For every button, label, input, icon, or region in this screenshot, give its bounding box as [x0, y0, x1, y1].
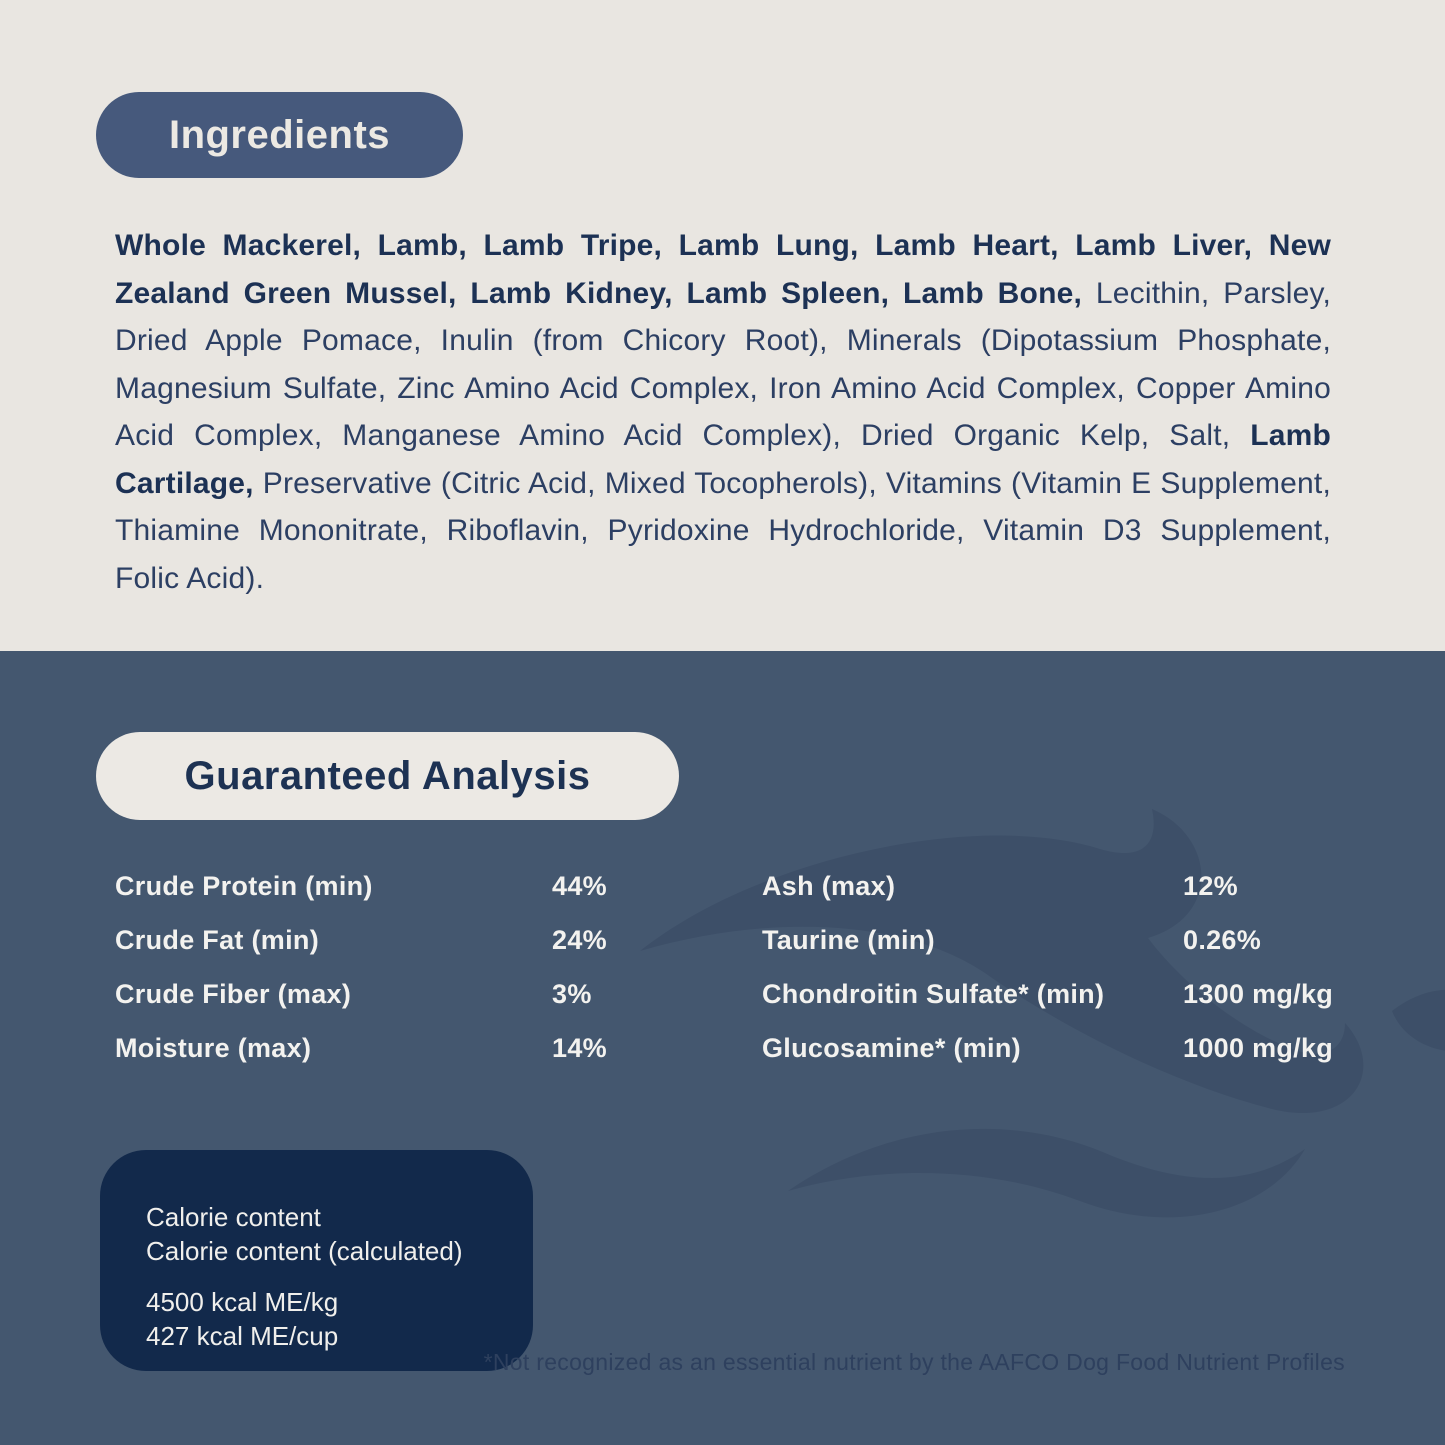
ingredients-paragraph: [115, 222, 1331, 602]
guaranteed-analysis-heading: Guaranteed Analysis: [184, 753, 591, 798]
ingredients-bold-cartilage: Lamb Cartilage,: [115, 419, 1331, 500]
calorie-content-title: Calorie content: [146, 1202, 321, 1232]
analysis-row-crude-fat: [115, 913, 675, 967]
analysis-value: 0.26%: [1183, 924, 1262, 955]
ingredients-bold-lead: Whole Mackerel, Lamb, Lamb Tripe, Lamb Lung, Lamb Heart, Lamb Liver, New Zealand Green Mussel, Lamb Kidney, Lamb Spleen, Lamb Bone,: [115, 229, 1331, 310]
analysis-row-crude-protein: [115, 859, 675, 913]
analysis-label: Moisture (max): [115, 1032, 312, 1063]
analysis-row-crude-fiber: [115, 967, 675, 1021]
ingredients-heading: Ingredients: [168, 112, 391, 157]
calorie-spacer: [146, 1268, 533, 1285]
analysis-row-taurine: [762, 913, 1382, 967]
analysis-label: Chondroitin Sulfate* (min): [762, 978, 1105, 1009]
calorie-kcal-per-cup: 427 kcal ME/cup: [146, 1321, 339, 1351]
analysis-value: 3%: [552, 978, 592, 1009]
analysis-label: Ash (max): [762, 870, 896, 901]
guaranteed-analysis-heading-pill: [96, 732, 679, 820]
analysis-row-moisture: [115, 1021, 675, 1075]
analysis-column-right: [762, 859, 1382, 1075]
guaranteed-analysis-section: [0, 651, 1445, 1445]
analysis-row-glucosamine: [762, 1021, 1382, 1075]
ingredients-regular-end: Preservative (Citric Acid, Mixed Tocopherols), Vitamins (Vitamin E Supplement, Thiamine Mononitrate, Riboflavin, Pyridoxine Hydrochloride, Vitamin D3 Supplement, Folic Acid).: [115, 466, 1331, 595]
analysis-label: Taurine (min): [762, 924, 935, 955]
aafco-footnote: *Not recognized as an essential nutrient by the AAFCO Dog Food Nutrient Profiles: [483, 1349, 1345, 1375]
calorie-content-subtitle: Calorie content (calculated): [146, 1236, 463, 1266]
analysis-row-ash: [762, 859, 1382, 913]
analysis-label: Crude Fat (min): [115, 924, 319, 955]
analysis-row-chondroitin: [762, 967, 1382, 1021]
ingredients-section: [0, 0, 1445, 651]
wave-edge-fragment: [1392, 990, 1445, 1052]
analysis-value: 12%: [1183, 870, 1238, 901]
analysis-value: 44%: [552, 870, 607, 901]
wave-s-curve: [788, 1129, 1305, 1217]
analysis-label: Crude Fiber (max): [115, 978, 352, 1009]
analysis-value: 24%: [552, 924, 607, 955]
analysis-column-left: [115, 859, 675, 1075]
analysis-label: Crude Protein (min): [115, 870, 373, 901]
analysis-value: 14%: [552, 1032, 607, 1063]
analysis-label: Glucosamine* (min): [762, 1032, 1021, 1063]
calorie-kcal-per-kg: 4500 kcal ME/kg: [146, 1287, 339, 1317]
ingredients-regular-mid: Lecithin, Parsley, Dried Apple Pomace, Inulin (from Chicory Root), Minerals (Dipotassium Phosphate, Magnesium Sulfate, Zinc Amino Acid Complex, Iron Amino Acid Complex, Copper Amino Acid Complex, Manganese Amino Acid Complex), Dried Organic Kelp, Salt,: [115, 276, 1331, 452]
ingredients-heading-pill: [96, 92, 463, 178]
analysis-value: 1300 mg/kg: [1183, 978, 1334, 1009]
calorie-content-box: [100, 1150, 533, 1371]
analysis-value: 1000 mg/kg: [1183, 1032, 1334, 1063]
